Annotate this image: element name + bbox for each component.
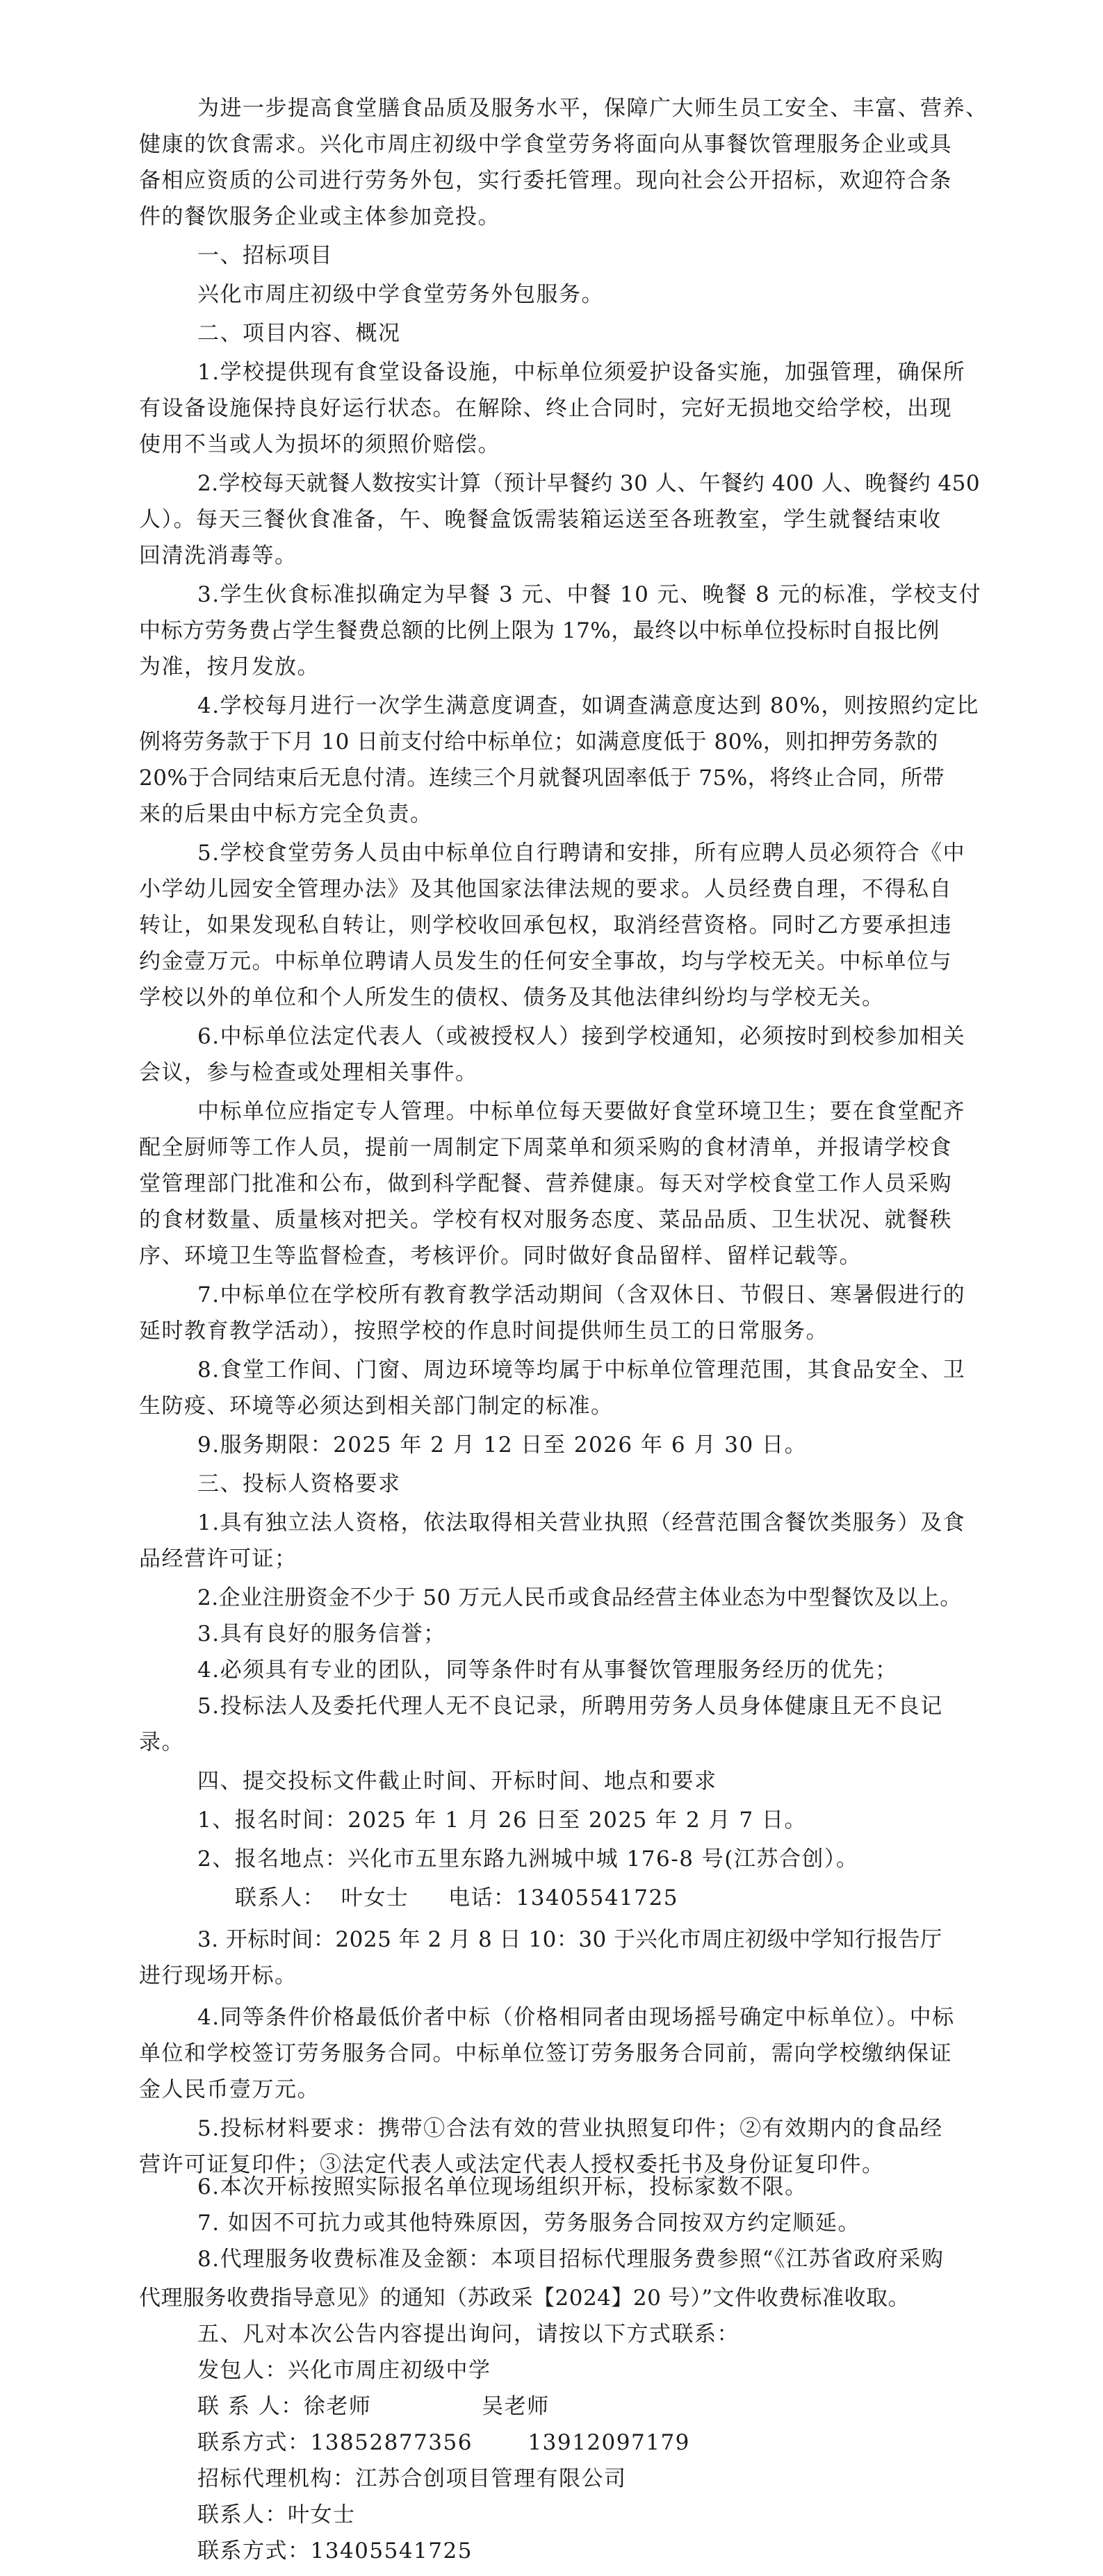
paragraph-line: 录。	[139, 1730, 184, 1755]
paragraph-line: 2、报名地点：兴化市五里东路九洲城中城 176-8 号(江苏合创）。	[197, 1847, 859, 1872]
contact-line: 联系方式：13852877356 13912097179	[197, 2430, 690, 2455]
paragraph-line: 5.投标法人及委托代理人无不良记录，所聘用劳务人员身体健康且无不良记	[197, 1694, 943, 1719]
paragraph-line: 5.投标材料要求：携带①合法有效的营业执照复印件；②有效期内的食品经	[197, 2116, 943, 2141]
paragraph-line: 件的餐饮服务企业或主体参加竞投。	[139, 204, 500, 229]
contact-line: 招标代理机构：江苏合创项目管理有限公司	[197, 2466, 627, 2491]
paragraph-line: 2.学校每天就餐人数按实计算（预计早餐约 30 人、午餐约 400 人、晚餐约 450	[197, 471, 981, 496]
paragraph-line: 为进一步提高食堂膳食品质及服务水平，保障广大师生员工安全、丰富、营养、	[197, 96, 988, 121]
paragraph-line: 金人民币壹万元。	[139, 2077, 320, 2102]
contact-line: 发包人：兴化市周庄初级中学	[197, 2358, 491, 2383]
paragraph-line: 的食材数量、质量核对把关。学校有权对服务态度、菜品品质、卫生状况、就餐秩	[139, 1207, 952, 1232]
paragraph-line: 1.学校提供现有食堂设备设施，中标单位须爱护设备实施，加强管理，确保所	[197, 360, 966, 385]
paragraph-line: 生防疫、环境等必须达到相关部门制定的标准。	[139, 1394, 614, 1419]
paragraph-line: 延时教育教学活动），按照学校的作息时间提供师生员工的日常服务。	[139, 1319, 828, 1344]
paragraph-line: 有设备设施保持良好运行状态。在解除、终止合同时，完好无损地交给学校，出现	[139, 396, 952, 421]
paragraph-line: 6.中标单位法定代表人（或被授权人）接到学校通知，必须按时到校参加相关	[197, 1024, 966, 1049]
section-heading: 五、凡对本次公告内容提出询问，请按以下方式联系：	[197, 2322, 740, 2347]
section-heading: 四、提交投标文件截止时间、开标时间、地点和要求	[197, 1769, 717, 1794]
contact-line: 联 系 人：徐老师 吴老师	[197, 2394, 550, 2419]
paragraph-line: 人）。每天三餐伙食准备，午、晚餐盒饭需装箱运送至各班教室，学生就餐结束收	[139, 507, 942, 532]
paragraph-line: 堂管理部门批准和公布，做到科学配餐、营养健康。每天对学校食堂工作人员采购	[139, 1171, 952, 1196]
paragraph-line: 4.学校每月进行一次学生满意度调查，如调查满意度达到 80%，则按照约定比	[197, 693, 979, 718]
paragraph-line: 为准，按月发放。	[139, 654, 320, 679]
paragraph-line: 品经营许可证；	[139, 1546, 297, 1571]
paragraph-line: 20%于合同结束后无息付清。连续三个月就餐巩固率低于 75%，将终止合同，所带	[139, 766, 945, 791]
paragraph-line: 备相应资质的公司进行劳务外包，实行委托管理。现向社会公开招标，欢迎符合条	[139, 168, 952, 193]
paragraph-line: 来的后果由中标方完全负责。	[139, 802, 433, 827]
paragraph-line: 8.代理服务收费标准及金额：本项目招标代理服务费参照“《江苏省政府采购	[197, 2247, 945, 2272]
paragraph-line: 配全厨师等工作人员，提前一周制定下周菜单和须采购的食材清单，并报请学校食	[139, 1135, 952, 1160]
paragraph-line: 3.学生伙食标准拟确定为早餐 3 元、中餐 10 元、晚餐 8 元的标准，学校支付	[197, 582, 982, 607]
paragraph-line: 健康的饮食需求。兴化市周庄初级中学食堂劳务将面向从事餐饮管理服务企业或具	[139, 132, 952, 157]
paragraph-line: 约金壹万元。中标单位聘请人员发生的任何安全事故，均与学校无关。中标单位与	[139, 949, 952, 974]
section-heading: 一、招标项目	[197, 243, 333, 268]
paragraph-line: 4.同等条件价格最低价者中标（价格相同者由现场摇号确定中标单位）。中标	[197, 2005, 955, 2030]
paragraph-line: 5.学校食堂劳务人员由中标单位自行聘请和安排，所有应聘人员必须符合《中	[197, 841, 966, 866]
paragraph-line: 3.具有良好的服务信誉；	[197, 1621, 446, 1646]
paragraph-line: 1、报名时间：2025 年 1 月 26 日至 2025 年 2 月 7 日。	[197, 1808, 808, 1833]
paragraph-line: 小学幼儿园安全管理办法》及其他国家法律法规的要求。人员经费自理，不得私自	[139, 877, 952, 902]
paragraph-line: 4.必须具有专业的团队，同等条件时有从事餐饮管理服务经历的优先；	[197, 1658, 898, 1683]
paragraph-line: 中标方劳务费占学生餐费总额的比例上限为 17%，最终以中标单位投标时自报比例	[139, 618, 940, 643]
paragraph-line: 1.具有独立法人资格，依法取得相关营业执照（经营范围含餐饮类服务）及食	[197, 1510, 966, 1535]
paragraph-line: 使用不当或人为损坏的须照价赔偿。	[139, 432, 500, 457]
paragraph-line: 3. 开标时间：2025 年 2 月 8 日 10：30 于兴化市周庄初级中学知行报告厅	[197, 1927, 942, 1952]
paragraph-line: 中标单位应指定专人管理。中标单位每天要做好食堂环境卫生；要在食堂配齐	[197, 1099, 965, 1124]
contact-line: 联系方式：13405541725	[197, 2538, 473, 2563]
paragraph-line: 会议，参与检查或处理相关事件。	[139, 1060, 478, 1085]
contact-line: 联系人：叶女士	[197, 2502, 356, 2527]
paragraph-line: 兴化市周庄初级中学食堂劳务外包服务。	[197, 282, 604, 307]
paragraph-line: 转让，如果发现私自转让，则学校收回承包权，取消经营资格。同时乙方要承担违	[139, 913, 952, 938]
paragraph-line: 序、环境卫生等监督检查，考核评价。同时做好食品留样、留样记载等。	[139, 1244, 862, 1269]
paragraph-line: 学校以外的单位和个人所发生的债权、债务及其他法律纠纷均与学校无关。	[139, 985, 885, 1010]
paragraph-line: 8.食堂工作间、门窗、周边环境等均属于中标单位管理范围，其食品安全、卫	[197, 1357, 966, 1382]
paragraph-line: 代理服务收费指导意见》的通知（苏政采【2024】20 号）”文件收费标准收取。	[139, 2286, 910, 2311]
paragraph-line: 进行现场开标。	[139, 1963, 297, 1988]
paragraph-line: 2.企业注册资金不少于 50 万元人民币或食品经营主体业态为中型餐饮及以上。	[197, 1585, 962, 1610]
contact-line: 联系人： 叶女士 电话：13405541725	[235, 1885, 678, 1910]
paragraph-line: 营许可证复印件；③法定代表人或法定代表人授权委托书及身份证复印件。	[139, 2152, 885, 2177]
paragraph-line: 7. 如因不可抗力或其他特殊原因，劳务服务合同按双方约定顺延。	[197, 2211, 860, 2236]
section-heading: 二、项目内容、概况	[197, 321, 401, 346]
paragraph-line: 回清洗消毒等。	[139, 543, 297, 568]
paragraph-line: 9.服务期限：2025 年 2 月 12 日至 2026 年 6 月 30 日。	[197, 1433, 808, 1458]
paragraph-line: 7.中标单位在学校所有教育教学活动期间（含双休日、节假日、寒暑假进行的	[197, 1282, 966, 1307]
paragraph-line: 例将劳务款于下月 10 日前支付给中标单位；如满意度低于 80%，则扣押劳务款的	[139, 729, 938, 754]
paragraph-line: 单位和学校签订劳务服务合同。中标单位签订劳务服务合同前，需向学校缴纳保证	[139, 2041, 952, 2066]
paragraph-line: 6.本次开标按照实际报名单位现场组织开标，投标家数不限。	[197, 2174, 808, 2199]
section-heading: 三、投标人资格要求	[197, 1471, 401, 1496]
